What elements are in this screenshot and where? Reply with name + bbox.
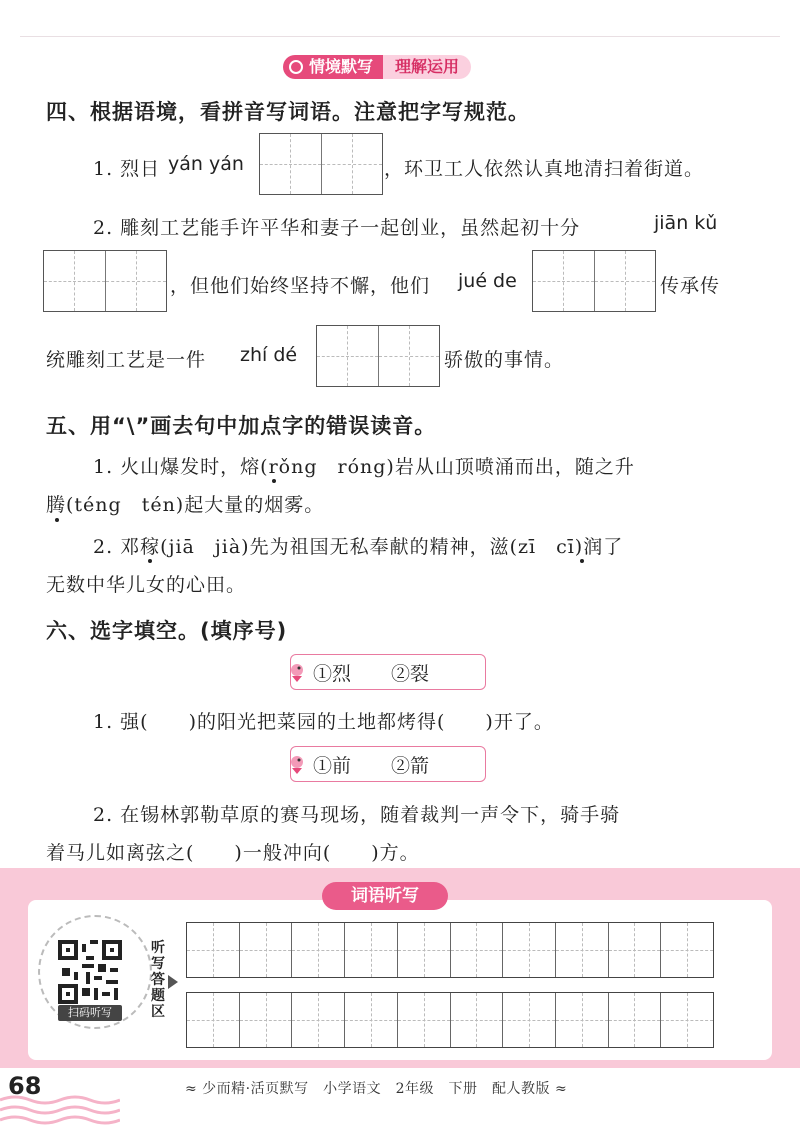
tag-left-label: 情境默写 — [309, 57, 374, 76]
s5-q2-line2: 无数中华儿女的心田。 — [46, 574, 247, 596]
qr-code-icon[interactable] — [58, 940, 122, 1004]
s6-q1: 1. 强( )的阳光把菜园的土地都烤得( )开了。 — [93, 711, 554, 733]
dictation-side-label: 听写答题区 — [151, 940, 165, 1020]
emphasis-dot — [272, 479, 276, 483]
s4-q1-pre: 1. 烈日 — [93, 158, 161, 180]
footer-text: ≈ 少而精·活页默写 小学语文 2年级 下册 配人教版 ≈ — [185, 1081, 568, 1097]
s5-q1-line2: 腾(téng tén)起大量的烟雾。 — [46, 494, 325, 516]
qr-label: 扫码听写 — [58, 1005, 122, 1021]
s4-q2-line3a: 统雕刻工艺是一件 — [46, 349, 207, 371]
s4-q2-line1: 2. 雕刻工艺能手许平华和妻子一起创业，虽然起初十分 — [93, 217, 581, 239]
s4-q2-pinyin2: jué de — [458, 270, 517, 292]
emphasis-dot — [55, 518, 59, 522]
s4-q2-writing-grid-1[interactable] — [43, 250, 167, 312]
section-tag — [283, 55, 471, 79]
option-box-2 — [290, 746, 486, 782]
s6-q2-line2: 着马儿如离弦之( )一般冲向( )方。 — [46, 842, 420, 864]
top-rule — [20, 36, 780, 37]
tag-right-label: 理解运用 — [383, 55, 471, 79]
tag-icon — [289, 60, 303, 74]
option-2-b: ②箭 — [391, 754, 430, 777]
s4-q2-writing-grid-3[interactable] — [316, 325, 440, 387]
section4-heading: 四、根据语境，看拼音写词语。注意把字写规范。 — [46, 100, 530, 124]
s4-q1-pinyin: yán yán — [168, 153, 244, 175]
s4-q2-writing-grid-2[interactable] — [532, 250, 656, 312]
s4-q2-line2b: 传承传 — [660, 275, 721, 297]
emphasis-dot — [148, 559, 152, 563]
emphasis-dot — [580, 559, 584, 563]
s4-q1-post: ，环卫工人依然认真地清扫着街道。 — [384, 158, 705, 180]
arrow-right-icon — [168, 975, 178, 989]
section5-heading: 五、用“\”画去句中加点字的错误读音。 — [46, 414, 437, 438]
option-2-a: ①前 — [313, 754, 352, 777]
s4-q1-writing-grid[interactable] — [259, 133, 383, 195]
option-1-b: ②裂 — [391, 662, 430, 685]
bird-icon — [287, 661, 307, 683]
s5-q2-line1: 2. 邓稼(jiā jià)先为祖国无私奉献的精神，滋(zī cī)润了 — [93, 536, 624, 558]
option-1-a: ①烈 — [313, 662, 352, 685]
section6-heading: 六、选字填空。(填序号) — [46, 619, 288, 643]
option-box-1 — [290, 654, 486, 690]
dictation-grid-row-2[interactable] — [186, 992, 714, 1048]
s4-q2-pinyin3: zhí dé — [240, 344, 298, 366]
s6-q2-line1: 2. 在锡林郭勒草原的赛马现场，随着裁判一声令下，骑手骑 — [93, 804, 621, 826]
s4-q2-pinyin1: jiān kǔ — [654, 212, 718, 234]
bird-icon — [287, 753, 307, 775]
s4-q2-line3b: 骄傲的事情。 — [444, 349, 565, 371]
s4-q2-line2a: ，但他们始终坚持不懈，他们 — [170, 275, 431, 297]
page-number: 68 — [8, 1072, 42, 1100]
dictation-grid-row-1[interactable] — [186, 922, 714, 978]
dictation-banner: 词语听写 — [322, 882, 448, 910]
s5-q1-line1: 1. 火山爆发时，熔(rǒng róng)岩从山顶喷涌而出，随之升 — [93, 456, 635, 478]
